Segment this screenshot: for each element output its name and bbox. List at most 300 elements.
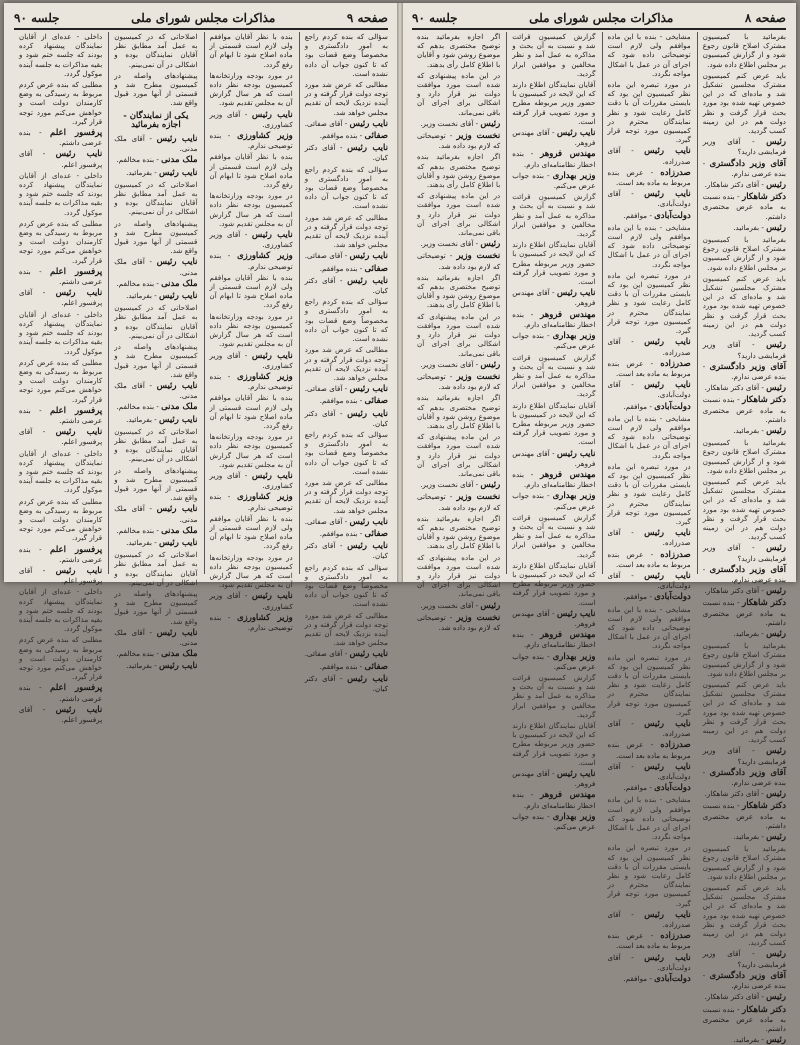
- speaker-entry: نایب رئیس - آقای صفائی.: [304, 118, 388, 129]
- speaker-name: نایب رئیس: [556, 288, 596, 299]
- speaker-name: وزیر بهداری: [552, 651, 596, 662]
- paragraph: مطالبی که عرض شد مورد توجه دولت قرار گرفته و در آینده نزدیک لایحه آن تقدیم مجلس خواهد شد.: [304, 345, 388, 382]
- speaker-entry: صدرزاده - عرض بنده مربوط به ماده بعد است.: [607, 167, 691, 188]
- speaker-name: نایب رئیس: [156, 627, 198, 638]
- speaker-entry: آقای وزیر دادگستری - بنده عرضی ندارم.: [702, 158, 786, 178]
- paragraph: پیشنهادهای واصله در کمیسیون مطرح شد و قسمتی از آنها مورد قبول واقع شد.: [114, 588, 198, 626]
- speaker-entry: مهندس فروهر - بنده اخطار نظامنامه‌ای دارم.: [512, 469, 596, 490]
- speaker-text: موافقم.: [623, 210, 648, 220]
- speaker-entry: نایب رئیس - آقای ملک مدنی.: [114, 627, 198, 647]
- speaker-name: رئیس: [766, 1035, 786, 1045]
- speaker-entry: ملک مدنی - بنده مخالفم.: [116, 649, 198, 660]
- paragraph: پیشنهادهای واصله در کمیسیون مطرح شد و قسمتی از آنها مورد قبول واقع شد.: [114, 218, 198, 256]
- speaker-text: آقای صدرزاده.: [607, 909, 691, 930]
- speaker-entry: دولت‌آبادی - موافقم.: [623, 401, 691, 412]
- speaker-name: ملک مدنی: [161, 649, 198, 660]
- speaker-entry: رئیس - بفرمائید.: [733, 832, 786, 843]
- speaker-text: موافقم.: [623, 974, 648, 984]
- speaker-name: رئیس: [766, 832, 786, 843]
- speaker-text: بنده توضیحی ندارم.: [209, 251, 293, 271]
- speaker-entry: نایب رئیس - بفرمائید.: [126, 167, 198, 178]
- speaker-name: رئیس: [480, 600, 501, 611]
- speaker-name: نایب رئیس: [644, 761, 691, 772]
- speaker-text: بنده مخالفم.: [116, 649, 155, 659]
- speaker-name: نایب رئیس: [349, 649, 388, 660]
- speaker-name: صدرزاده: [660, 549, 691, 560]
- section-subheading: یکی از نمایندگان - اجازه بفرمائید: [123, 110, 189, 130]
- speaker-text: آقای دولت‌آبادی.: [607, 189, 691, 209]
- speaker-name: نایب رئیس: [347, 143, 389, 154]
- speaker-text: بنده موافقم.: [319, 396, 358, 406]
- speaker-entry: صدرزاده - عرض بنده مربوط به ماده بعد است.: [607, 549, 691, 569]
- speaker-name: نایب رئیس: [556, 448, 596, 459]
- speaker-text: بنده مخالفم.: [116, 278, 155, 288]
- speaker-text: موافقم.: [623, 783, 648, 793]
- speaker-text: آقای دکتر شاهکار.: [704, 586, 760, 596]
- speaker-entry: ملک مدنی - بنده مخالفم.: [116, 155, 198, 166]
- speaker-text: آقای صدرزاده.: [607, 528, 691, 548]
- speaker-name: دولت‌آبادی: [654, 210, 691, 221]
- text-column: [412, 32, 501, 632]
- speaker-entry: نایب رئیس - آقای دولت‌آبادی.: [607, 761, 691, 782]
- speaker-text: عرض بنده مربوط به ماده بعد است.: [607, 740, 691, 760]
- speaker-entry: نایب رئیس - آقای وزیر کشاورزی.: [209, 350, 293, 370]
- speaker-name: وزیر بهداری: [552, 491, 596, 502]
- speaker-name: آقای وزیر دادگستری: [709, 970, 786, 981]
- speaker-entry: دکتر شاهکار - بنده نسبت به ماده عرض مختصری داشتم.: [702, 598, 786, 627]
- speaker-name: رئیس: [480, 480, 501, 491]
- paragraph: در مورد بودجه وزارتخانه‌ها کمیسیون بودجه نظر داده است که هر سال گزارش آن به مجلس تقدیم شود.: [209, 432, 293, 469]
- speaker-name: آقای وزیر دادگستری: [709, 564, 786, 575]
- speaker-name: ملک مدنی: [161, 278, 198, 289]
- paragraph: در این ماده پیشنهادی که شده است مورد موافقت دولت نیز قرار دارد و اشکالی برای اجرای آن باقی نمی‌ماند.: [417, 70, 501, 117]
- speaker-text: توضیحاتی که لازم بود داده شد.: [417, 371, 501, 392]
- paragraph: اصلاحاتی که در کمیسیون به عمل آمد مطابق نظر آقایان نمایندگان بوده و اشکالی در آن نمی‌بینم.: [114, 426, 198, 464]
- paragraph: اگر اجازه بفرمائید بنده توضیح مختصری بدهم که موضوع روشن شود و آقایان با اطلاع کامل رأی بدهند.: [417, 32, 501, 69]
- paragraph: باید عرض کنم کمیسیون مشترک مجلسین تشکیل شد و ماده‌ای که در این خصوص تهیه شده بود مورد بحث قرار گرفت و نظر دولت هم در این زمینه کسب گردید.: [702, 273, 786, 339]
- paragraph: اگر اجازه بفرمائید بنده توضیح مختصری بدهم که موضوع روشن شود و آقایان با اطلاع کامل رأی بدهند.: [417, 152, 501, 190]
- speaker-name: پرفسور اعلم: [50, 544, 103, 555]
- speaker-name: نایب رئیس: [159, 167, 198, 178]
- speaker-name: رئیس: [766, 383, 786, 394]
- speaker-name: صدرزاده: [660, 167, 691, 178]
- speaker-name: صفائی: [364, 661, 388, 672]
- speaker-entry: نایب رئیس - آقای مهندس فروهر.: [512, 128, 596, 148]
- speaker-text: توضیحاتی که لازم بود داده شد.: [417, 612, 501, 632]
- speaker-text: بنده عرضی ندارم.: [731, 371, 786, 381]
- speaker-name: نخست وزیر: [456, 131, 501, 142]
- speaker-name: دولت‌آبادی: [654, 974, 691, 985]
- speaker-entry: دولت‌آبادی - موافقم.: [623, 592, 691, 603]
- speaker-text: بفرمائید.: [126, 537, 152, 547]
- speaker-name: نخست وزیر: [456, 371, 501, 382]
- speaker-name: مهندس فروهر: [540, 469, 596, 480]
- speaker-name: نایب رئیس: [159, 537, 198, 548]
- paragraph: اصلاحاتی که در کمیسیون به عمل آمد مطابق نظر آقایان نمایندگان بوده و اشکالی در آن نمی‌بینم.: [114, 550, 198, 587]
- paragraph: باید عرض کنم کمیسیون مشترک مجلسین تشکیل شد و ماده‌ای که در این خصوص تهیه شده بود مورد بحث قرار گرفت و نظر دولت هم در این زمینه کسب گردید.: [702, 883, 786, 948]
- speaker-name: دولت‌آبادی: [654, 783, 691, 794]
- paragraph: مطالبی که عرض شد مورد توجه دولت قرار گرفته و در آینده نزدیک لایحه آن تقدیم مجلس خواهد شد.: [304, 80, 388, 117]
- speaker-text: آقای ملک مدنی.: [114, 627, 198, 647]
- speaker-entry: پرفسور اعلم - بنده عرضی داشتم.: [19, 544, 103, 564]
- running-title: مذاکرات مجلس شورای ملی: [529, 11, 674, 25]
- speaker-text: آقای وزیر فرمایشی دارید؟: [702, 543, 786, 563]
- speaker-name: صدرزاده: [660, 740, 691, 751]
- speaker-name: رئیس: [766, 949, 786, 960]
- text-column: [299, 32, 389, 693]
- paragraph: مشایخی - بنده با این ماده موافقم ولی لازم است توضیحاتی داده شود که اجرای آن در عمل با اشکال مواجه نگردد.: [607, 413, 691, 460]
- speaker-name: آقای وزیر دادگستری: [709, 158, 786, 169]
- speaker-name: نایب رئیس: [251, 109, 293, 120]
- speaker-text: عرض بنده مربوط به ماده بعد است.: [607, 931, 691, 951]
- paragraph: مطالبی که عرض شد مورد توجه دولت قرار گرفته و در آینده نزدیک لایحه آن تقدیم مجلس خواهد شد.: [304, 477, 388, 515]
- speaker-entry: رئیس - آقای نخست وزیر.: [420, 118, 501, 129]
- paragraph: سؤالی که بنده کردم راجع به امور دادگستری و مخصوصاً وضع قضات بود که تا کنون جواب آن داده نشده است.: [304, 429, 388, 476]
- speaker-name: دکتر شاهکار: [742, 192, 786, 203]
- speaker-text: بفرمائید.: [733, 628, 760, 638]
- speaker-text: آقای ملک مدنی.: [114, 257, 198, 277]
- speaker-name: مهندس فروهر: [540, 149, 596, 160]
- speaker-entry: آقای وزیر دادگستری - بنده عرضی ندارم.: [702, 767, 786, 788]
- paragraph: باید عرض کنم کمیسیون مشترک مجلسین تشکیل شد و ماده‌ای که در این خصوص تهیه شده بود مورد بحث قرار گرفت و نظر دولت هم در این زمینه کسب گردید.: [702, 70, 786, 136]
- speaker-entry: نایب رئیس - آقای پرفسور اعلم.: [19, 427, 103, 447]
- speaker-text: بنده مخالفم.: [116, 525, 155, 535]
- speaker-name: رئیس: [766, 628, 786, 639]
- speaker-text: بنده موافقم.: [319, 661, 358, 671]
- speaker-entry: وزیر بهداری - بنده جواب عرض می‌کنم.: [512, 170, 596, 191]
- speaker-name: صفائی: [364, 396, 388, 407]
- paragraph: در مورد بودجه وزارتخانه‌ها کمیسیون بودجه نظر داده است که هر سال گزارش آن به مجلس تقدیم شود.: [209, 552, 293, 590]
- paragraph: مطلبی که بنده عرض کردم مربوط به رسیدگی به وضع کارمندان دولت است و خواهش می‌کنم مورد توجه قرار گیرد.: [19, 496, 103, 543]
- speaker-name: رئیس: [766, 543, 786, 554]
- paragraph: بفرمائید با کمیسیون مشترک اصلاح قانون رجوع شود و از گزارش کمیسیون بر مجلس اطلاع داده شود.: [702, 844, 786, 881]
- speaker-entry: وزیر کشاورزی - بنده توضیحی ندارم.: [209, 371, 293, 392]
- speaker-entry: وزیر بهداری - بنده جواب عرض می‌کنم.: [512, 331, 596, 351]
- speaker-text: موافقم.: [623, 401, 648, 411]
- speaker-entry: نایب رئیس - آقای دکتر کیان.: [304, 275, 389, 296]
- paragraph: بفرمائید با کمیسیون مشترک اصلاح قانون رجوع شود و از گزارش کمیسیون بر مجلس اطلاع داده شود.: [702, 32, 786, 69]
- speaker-entry: نایب رئیس - بفرمائید.: [126, 291, 198, 302]
- paragraph: گزارش کمیسیون قرائت شد و نسبت به آن بحث و مذاکره به عمل آمد و نظر مخالفین و موافقین ابراز گردید.: [512, 32, 596, 78]
- speaker-entry: نایب رئیس - آقای پرفسور اعلم.: [19, 704, 103, 725]
- speaker-text: آقای وزیر فرمایشی دارید؟: [702, 137, 786, 157]
- paragraph: داخلی - عده‌ای از آقایان نمایندگان پیشنهاد کرده بودند که جلسه ختم شود و بقیه مذاکرات به جلسه آینده موکول گردد.: [19, 448, 103, 495]
- speaker-name: نایب رئیس: [55, 427, 103, 438]
- paragraph: آقایان نمایندگان اطلاع دارند که این لایحه در کمیسیون با حضور وزیر مربوطه مطرح و مورد تصویب قرار گرفته است.: [512, 80, 596, 126]
- speaker-entry: صفائی - بنده موافقم.: [319, 263, 388, 274]
- speaker-entry: پرفسور اعلم - بنده عرضی داشتم.: [19, 266, 103, 287]
- speaker-entry: نایب رئیس - آقای دکتر کیان.: [304, 408, 389, 428]
- speaker-entry: دولت‌آبادی - موافقم.: [623, 210, 691, 221]
- header-rule: [412, 28, 786, 30]
- speaker-text: بنده موافقم.: [319, 263, 358, 273]
- speaker-text: آقای نخست وزیر.: [420, 359, 474, 369]
- speaker-name: مهندس فروهر: [540, 309, 596, 320]
- speaker-text: آقای صفائی.: [304, 118, 343, 128]
- speaker-entry: وزیر کشاورزی - بنده توضیحی ندارم.: [209, 612, 293, 632]
- paragraph: باید عرض کنم کمیسیون مشترک مجلسین تشکیل شد و ماده‌ای که در این خصوص تهیه شده بود مورد بحث قرار گرفت و نظر دولت هم در این زمینه کسب گردید.: [702, 680, 786, 745]
- speaker-text: آقای دکتر شاهکار.: [704, 789, 760, 799]
- speaker-name: صفائی: [364, 131, 388, 142]
- speaker-text: آقای وزیر کشاورزی.: [209, 230, 293, 250]
- speaker-entry: دکتر شاهکار - بنده نسبت به ماده عرض مختصری داشتم.: [702, 192, 786, 221]
- speaker-name: نایب رئیس: [644, 189, 691, 200]
- paragraph: سؤالی که بنده کردم راجع به امور دادگستری و مخصوصاً وضع قضات بود که تا کنون جواب آن داده نشده است.: [304, 32, 388, 78]
- speaker-name: صدرزاده: [660, 358, 691, 369]
- paragraph: در این ماده پیشنهادی که شده است مورد موافقت دولت نیز قرار دارد و اشکالی برای اجرای آن باقی نمی‌ماند.: [417, 552, 501, 599]
- speaker-entry: صفائی - بنده موافقم.: [319, 396, 388, 407]
- speaker-text: آقای نخست وزیر.: [420, 600, 474, 610]
- speaker-entry: رئیس - آقای دکتر شاهکار.: [704, 992, 786, 1003]
- speaker-text: بفرمائید.: [733, 425, 760, 435]
- speaker-entry: نایب رئیس - آقای پرفسور اعلم.: [19, 149, 103, 169]
- page-label: صفحه ۹: [346, 11, 388, 25]
- speaker-entry: وزیر کشاورزی - بنده توضیحی ندارم.: [209, 251, 293, 271]
- speaker-name: ملک مدنی: [161, 155, 198, 166]
- speaker-text: آقای ملک مدنی.: [114, 134, 198, 154]
- speaker-entry: رئیس - آقای نخست وزیر.: [420, 600, 501, 611]
- paragraph: اصلاحاتی که در کمیسیون به عمل آمد مطابق نظر آقایان نمایندگان بوده و اشکالی در آن نمی‌بینم.: [114, 179, 198, 217]
- speaker-text: بنده مخالفم.: [116, 402, 155, 412]
- speaker-text: بنده عرضی داشتم.: [19, 544, 103, 564]
- speaker-entry: نایب رئیس - آقای دولت‌آبادی.: [607, 952, 691, 972]
- speaker-entry: رئیس - بفرمائید.: [733, 1035, 786, 1045]
- speaker-entry: رئیس - آقای نخست وزیر.: [420, 359, 501, 370]
- speaker-name: نایب رئیس: [556, 128, 596, 139]
- speaker-text: بنده عرضی داشتم.: [19, 128, 103, 148]
- speaker-entry: ملک مدنی - بنده مخالفم.: [116, 402, 198, 413]
- speaker-entry: نخست وزیر - توضیحاتی که لازم بود داده شد.: [417, 612, 501, 632]
- speaker-entry: نایب رئیس - آقای دکتر کیان.: [304, 673, 389, 693]
- speaker-name: دکتر شاهکار: [742, 801, 786, 812]
- speaker-text: بنده عرضی ندارم.: [731, 981, 786, 991]
- speaker-name: ملک مدنی: [161, 402, 198, 413]
- speaker-text: بنده جواب عرض می‌کنم.: [512, 651, 596, 671]
- speaker-name: رئیس: [480, 239, 501, 250]
- paragraph: آقایان نمایندگان اطلاع دارند که این لایحه در کمیسیون با حضور وزیر مربوطه مطرح و مورد تصویب قرار گرفته است.: [512, 560, 596, 607]
- paragraph: بنده با نظر آقایان موافقم ولی لازم است قسمتی از ماده اصلاح شود تا ابهام آن رفع گردد.: [209, 393, 293, 430]
- speaker-text: بنده توضیحی ندارم.: [209, 492, 293, 512]
- speaker-entry: مهندس فروهر - بنده اخطار نظامنامه‌ای دارم.: [512, 790, 596, 810]
- speaker-entry: نایب رئیس - بفرمائید.: [126, 537, 198, 548]
- left-page-columns: [14, 32, 389, 725]
- speaker-text: توضیحاتی که لازم بود داده شد.: [417, 251, 501, 271]
- speaker-entry: نایب رئیس - آقای پرفسور اعلم.: [19, 565, 103, 586]
- speaker-text: آقای نخست وزیر.: [420, 480, 474, 490]
- speaker-entry: ملک مدنی - بنده مخالفم.: [116, 278, 198, 289]
- speaker-entry: مهندس فروهر - بنده اخطار نظامنامه‌ای دارم.: [512, 630, 596, 650]
- paragraph: بفرمائید با کمیسیون مشترک اصلاح قانون رجوع شود و از گزارش کمیسیون بر مجلس اطلاع داده شود.: [702, 438, 786, 475]
- paragraph: در این ماده پیشنهادی که شده است مورد موافقت دولت نیز قرار دارد و اشکالی برای اجرای آن باقی نمی‌ماند.: [417, 191, 501, 238]
- speaker-name: رئیس: [766, 180, 786, 191]
- speaker-text: آقای وزیر کشاورزی.: [209, 350, 293, 370]
- speaker-entry: صدرزاده - عرض بنده مربوط به ماده بعد است.: [607, 931, 691, 951]
- session-label: جلسه ۹۰: [412, 11, 458, 25]
- speaker-text: بنده اخطار نظامنامه‌ای دارم.: [512, 630, 596, 650]
- speaker-entry: رئیس - آقای دکتر شاهکار.: [704, 383, 786, 394]
- paragraph: در مورد بودجه وزارتخانه‌ها کمیسیون بودجه نظر داده است که هر سال گزارش آن به مجلس تقدیم شود.: [209, 191, 293, 228]
- paragraph: داخلی - عده‌ای از آقایان نمایندگان پیشنهاد کرده بودند که جلسه ختم شود و بقیه مذاکرات به جلسه آینده موکول گردد.: [19, 309, 103, 356]
- speaker-text: آقای مهندس فروهر.: [512, 769, 596, 789]
- newspaper-spread: [4, 3, 796, 1045]
- speaker-text: آقای ملک مدنی.: [114, 504, 198, 524]
- speaker-name: دکتر شاهکار: [742, 1004, 786, 1015]
- speaker-entry: رئیس - آقای نخست وزیر.: [420, 239, 501, 250]
- speaker-entry: دکتر شاهکار - بنده نسبت به ماده عرض مختصری داشتم.: [702, 801, 786, 830]
- paragraph: مشایخی - بنده با این ماده موافقم ولی لازم است توضیحاتی داده شود که اجرای آن در عمل با اشکال مواجه نگردد.: [607, 32, 691, 78]
- speaker-name: نایب رئیس: [156, 257, 198, 268]
- speaker-text: آقای صفائی.: [304, 649, 343, 659]
- paragraph: آقایان نمایندگان اطلاع دارند که این لایحه در کمیسیون با حضور وزیر مربوطه مطرح و مورد تصویب قرار گرفته است.: [512, 240, 596, 287]
- speaker-text: آقای مهندس فروهر.: [512, 448, 596, 468]
- speaker-name: دکتر شاهکار: [742, 395, 786, 406]
- speaker-name: نخست وزیر: [456, 492, 501, 503]
- speaker-text: آقای صفائی.: [304, 251, 343, 261]
- speaker-name: رئیس: [766, 992, 786, 1003]
- speaker-name: نایب رئیس: [349, 251, 388, 262]
- speaker-entry: آقای وزیر دادگستری - بنده عرضی ندارم.: [702, 564, 786, 584]
- speaker-name: نخست وزیر: [456, 251, 501, 262]
- paragraph: آقایان نمایندگان اطلاع دارند که این لایحه در کمیسیون با حضور وزیر مربوطه مطرح و مورد تصویب قرار گرفته است.: [512, 721, 596, 767]
- speaker-entry: ملک مدنی - بنده مخالفم.: [116, 525, 198, 536]
- speaker-text: آقای دکتر شاهکار.: [704, 992, 760, 1002]
- speaker-text: بنده اخطار نظامنامه‌ای دارم.: [512, 149, 596, 169]
- speaker-text: آقای پرفسور اعلم.: [19, 565, 103, 586]
- speaker-name: نایب رئیس: [156, 504, 198, 515]
- speaker-entry: نایب رئیس - آقای مهندس فروهر.: [512, 288, 596, 308]
- speaker-name: نایب رئیس: [159, 661, 198, 672]
- speaker-text: بنده نسبت به ماده عرض مختصری داشتم.: [702, 598, 786, 627]
- speaker-entry: نایب رئیس - آقای صدرزاده.: [607, 528, 691, 548]
- right-page-columns: [412, 32, 786, 1045]
- speaker-text: آقای پرفسور اعلم.: [19, 288, 103, 308]
- speaker-text: بفرمائید.: [733, 1035, 760, 1045]
- text-column: [506, 32, 596, 832]
- speaker-name: نایب رئیس: [251, 230, 293, 241]
- paragraph: در مورد تبصره این ماده نظر کمیسیون این بود که بایستی مقررات آن با دقت کامل رعایت شود و نظر نمایندگان محترم در کمیسیون مورد توجه قرار گیرد.: [607, 843, 691, 908]
- speaker-text: بفرمائید.: [126, 661, 152, 671]
- speaker-text: بنده عرضی ندارم.: [731, 574, 786, 584]
- speaker-entry: نایب رئیس - آقای پرفسور اعلم.: [19, 288, 103, 308]
- speaker-name: نایب رئیس: [347, 673, 389, 684]
- speaker-text: آقای پرفسور اعلم.: [19, 427, 103, 447]
- speaker-entry: صفائی - بنده موافقم.: [319, 131, 388, 142]
- paragraph: مشایخی - بنده با این ماده موافقم ولی لازم است توضیحاتی داده شود که اجرای آن در عمل با اشکال مواجه نگردد.: [607, 795, 691, 842]
- speaker-text: آقای دکتر کیان.: [304, 143, 388, 163]
- speaker-entry: نایب رئیس - آقای دکتر کیان.: [304, 143, 389, 163]
- speaker-entry: دکتر شاهکار - بنده نسبت به ماده عرض مختصری داشتم.: [702, 1004, 786, 1033]
- speaker-name: صفائی: [364, 528, 388, 539]
- speaker-entry: رئیس - آقای وزیر فرمایشی دارید؟: [702, 746, 786, 766]
- paragraph: در مورد تبصره این ماده نظر کمیسیون این بود که بایستی مقررات آن با دقت کامل رعایت شود و نظر نمایندگان محترم در کمیسیون مورد توجه قرار گیرد.: [607, 461, 691, 526]
- speaker-entry: نخست وزیر - توضیحاتی که لازم بود داده شد.: [417, 251, 501, 271]
- speaker-entry: صفائی - بنده موافقم.: [319, 661, 388, 672]
- paragraph: در این ماده پیشنهادی که شده است مورد موافقت دولت نیز قرار دارد و اشکالی برای اجرای آن باقی نمی‌ماند.: [417, 432, 501, 478]
- speaker-text: بنده موافقم.: [319, 131, 358, 141]
- speaker-name: پرفسور اعلم: [50, 405, 103, 416]
- speaker-entry: پرفسور اعلم - بنده عرضی داشتم.: [19, 128, 103, 148]
- speaker-text: بنده موافقم.: [319, 528, 358, 538]
- speaker-name: نایب رئیس: [251, 470, 293, 481]
- speaker-name: نایب رئیس: [159, 414, 198, 425]
- speaker-name: نایب رئیس: [644, 337, 691, 348]
- speaker-text: بنده جواب عرض می‌کنم.: [512, 331, 596, 351]
- paragraph: اگر اجازه بفرمائید بنده توضیح مختصری بدهم که موضوع روشن شود و آقایان با اطلاع کامل رأی بدهند.: [417, 513, 501, 551]
- speaker-text: بنده جواب عرض می‌کنم.: [512, 811, 596, 832]
- speaker-name: رئیس: [766, 746, 786, 757]
- speaker-entry: رئیس - بفرمائید.: [733, 222, 786, 233]
- speaker-entry: نایب رئیس - آقای مهندس فروهر.: [512, 448, 596, 468]
- speaker-entry: نخست وزیر - توضیحاتی که لازم بود داده شد.: [417, 371, 501, 392]
- speaker-text: آقای صفائی.: [304, 384, 343, 394]
- speaker-text: بنده اخطار نظامنامه‌ای دارم.: [512, 790, 596, 810]
- speaker-name: نایب رئیس: [644, 528, 691, 539]
- paragraph: داخلی - عده‌ای از آقایان نمایندگان پیشنهاد کرده بودند که جلسه ختم شود و بقیه مذاکرات به جلسه آینده موکول گردد.: [19, 587, 103, 634]
- speaker-name: آقای وزیر دادگستری: [709, 361, 786, 372]
- speaker-entry: رئیس - آقای وزیر فرمایشی دارید؟: [702, 137, 786, 157]
- speaker-entry: رئیس - آقای دکتر شاهکار.: [704, 789, 786, 800]
- speaker-text: بنده توضیحی ندارم.: [209, 131, 293, 151]
- speaker-name: وزیر بهداری: [552, 331, 596, 342]
- speaker-text: آقای نخست وزیر.: [420, 118, 474, 128]
- speaker-name: وزیر کشاورزی: [236, 492, 293, 503]
- text-column: [697, 32, 786, 1045]
- speaker-name: رئیس: [766, 222, 786, 233]
- speaker-entry: نایب رئیس - آقای صفائی.: [304, 384, 388, 395]
- speaker-entry: نایب رئیس - آقای صدرزاده.: [607, 909, 691, 930]
- speaker-text: آقای مهندس فروهر.: [512, 288, 596, 308]
- speaker-name: صفائی: [364, 263, 388, 274]
- speaker-entry: مهندس فروهر - بنده اخطار نظامنامه‌ای دارم.: [512, 149, 596, 169]
- speaker-text: توضیحاتی که لازم بود داده شد.: [417, 131, 501, 151]
- speaker-name: نایب رئیس: [55, 704, 103, 715]
- speaker-name: رئیس: [480, 359, 501, 370]
- speaker-entry: نایب رئیس - آقای صفائی.: [304, 251, 388, 262]
- speaker-entry: وزیر کشاورزی - بنده توضیحی ندارم.: [209, 492, 293, 512]
- speaker-text: آقای دولت‌آبادی.: [607, 380, 691, 400]
- speaker-name: پرفسور اعلم: [50, 266, 103, 277]
- speaker-name: وزیر کشاورزی: [236, 131, 293, 142]
- speaker-entry: مهندس فروهر - بنده اخطار نظامنامه‌ای دارم.: [512, 309, 596, 329]
- speaker-entry: رئیس - آقای وزیر فرمایشی دارید؟: [702, 949, 786, 969]
- speaker-text: آقای دولت‌آبادی.: [607, 761, 691, 782]
- paragraph: در این ماده پیشنهادی که شده است مورد موافقت دولت نیز قرار دارد و اشکالی برای اجرای آن باقی نمی‌ماند.: [417, 311, 501, 358]
- speaker-text: بنده عرضی ندارم.: [731, 168, 786, 178]
- speaker-entry: نایب رئیس - بفرمائید.: [126, 414, 198, 425]
- paragraph: مطلبی که بنده عرض کردم مربوط به رسیدگی به وضع کارمندان دولت است و خواهش می‌کنم مورد توجه قرار گیرد.: [19, 635, 103, 682]
- left-page: [4, 3, 398, 725]
- speaker-entry: رئیس - بفرمائید.: [733, 425, 786, 436]
- speaker-text: آقای صفائی.: [304, 516, 343, 526]
- speaker-text: بنده نسبت به ماده عرض مختصری داشتم.: [702, 1004, 786, 1033]
- paragraph: بنده با نظر آقایان موافقم ولی لازم است قسمتی از ماده اصلاح شود تا ابهام آن رفع گردد.: [209, 32, 293, 69]
- speaker-name: نایب رئیس: [159, 291, 198, 302]
- speaker-name: نایب رئیس: [349, 516, 388, 527]
- speaker-name: پرفسور اعلم: [50, 683, 103, 694]
- speaker-name: نایب رئیس: [556, 769, 596, 780]
- speaker-text: بنده اخطار نظامنامه‌ای دارم.: [512, 309, 596, 329]
- paragraph: اگر اجازه بفرمائید بنده توضیح مختصری بدهم که موضوع روشن شود و آقایان با اطلاع کامل رأی بدهند.: [417, 393, 501, 430]
- paragraph: مطالبی که عرض شد مورد توجه دولت قرار گرفته و در آینده نزدیک لایحه آن تقدیم مجلس خواهد شد.: [304, 212, 388, 250]
- speaker-entry: نایب رئیس - آقای مهندس فروهر.: [512, 769, 596, 789]
- paragraph: بفرمائید با کمیسیون مشترک اصلاح قانون رجوع شود و از گزارش کمیسیون بر مجلس اطلاع داده شود.: [702, 235, 786, 272]
- speaker-name: رئیس: [766, 789, 786, 800]
- speaker-text: آقای پرفسور اعلم.: [19, 704, 103, 725]
- paragraph: بنده با نظر آقایان موافقم ولی لازم است قسمتی از ماده اصلاح شود تا ابهام آن رفع گردد.: [209, 513, 293, 551]
- paragraph: در مورد تبصره این ماده نظر کمیسیون این بود که بایستی مقررات آن با دقت کامل رعایت شود و نظر نمایندگان محترم در کمیسیون مورد توجه قرار گیرد.: [607, 652, 691, 717]
- speaker-entry: وزیر بهداری - بنده جواب عرض می‌کنم.: [512, 651, 596, 671]
- speaker-text: بنده عرضی داشتم.: [19, 683, 103, 703]
